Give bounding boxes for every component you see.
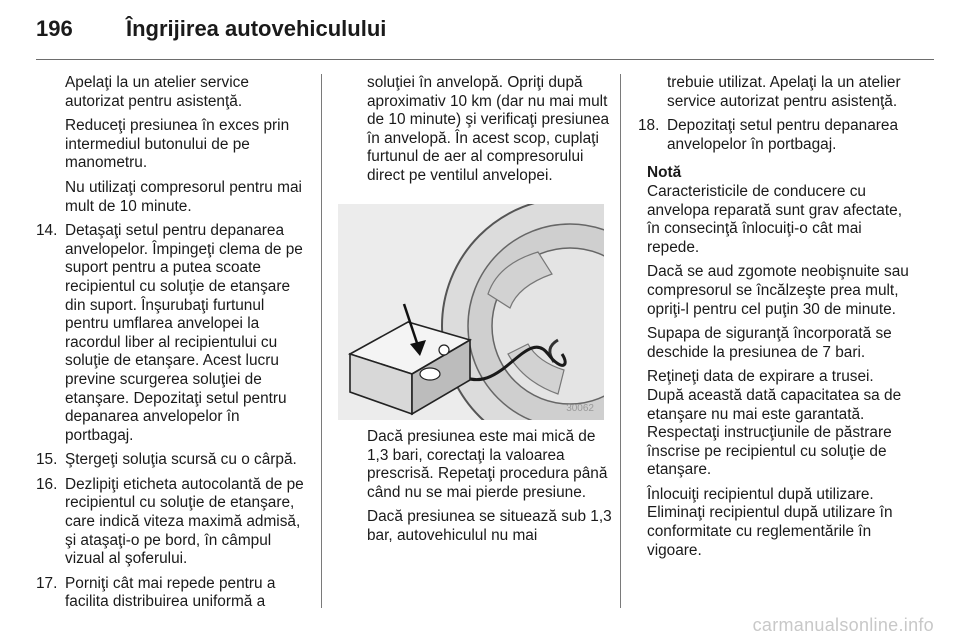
step-15 <box>36 451 308 470</box>
column-3 <box>638 74 910 566</box>
note-heading: Notă <box>647 164 682 182</box>
figure-code: 30062 <box>566 403 594 414</box>
step-number: 15. <box>36 451 58 469</box>
watermark: carmanualsonline.info <box>752 615 934 635</box>
paragraph: trebuie utilizat. Apelaţi la un atelier service autorizat pentru asistenţă. <box>667 74 901 110</box>
paragraph: Nu utilizaţi compresorul pentru mai mult de 10 minute. <box>65 178 302 215</box>
column-2 <box>338 74 612 192</box>
step-number: 16. <box>36 475 58 493</box>
note-paragraph: Înlocuiţi recipientul după utilizare. Eliminaţi recipientul după utilizare în conformitate cu reglementările în vigoare. <box>647 485 893 559</box>
note-paragraph: Reţineţi data de expirare a trusei. După această dată capacitatea sa de etanşare nu mai este garantată. Respectaţi instrucţiunile de păstrare înscrise pe recipientul cu soluţie de etanşare. <box>647 368 902 479</box>
paragraph: Dacă presiunea se situează sub 1,3 bar, autovehiculul nu mai <box>367 508 612 544</box>
step-text: Depozitaţi setul pentru depanarea anvelopelor în portbagaj. <box>667 117 899 153</box>
step-number: 18. <box>638 117 660 135</box>
pressure-gauge <box>420 368 440 380</box>
note-paragraph: Supapa de siguranţă încorporată se deschide la presiunea de 7 bari. <box>647 325 892 361</box>
step-14 <box>36 222 308 445</box>
step-18 <box>638 117 910 154</box>
note-paragraph: Caracteristicile de conducere cu anvelopa reparată sunt grav afectate, în consecinţă înlocuiţi-o cât mai repede. <box>647 182 902 256</box>
paragraph: soluţiei în anvelopă. Opriţi după aproximativ 10 km (dar nu mai mult de 10 minute) şi verificaţi presiunea în anvelopă. În acest scop, cuplaţi furtunul de aer al compresorului direct pe ventilul anvelopei. <box>367 74 610 184</box>
column-divider-1 <box>321 74 322 608</box>
step-text: Ştergeţi soluţia scursă cu o cârpă. <box>65 451 297 469</box>
paragraph: Reduceţi presiunea în exces prin intermediul butonului de pe manometru. <box>65 117 290 172</box>
column-1 <box>36 74 308 618</box>
step-17 <box>36 575 308 612</box>
step-number: 14. <box>36 222 58 240</box>
chapter-title: Îngrijirea autovehiculului <box>126 16 387 41</box>
page-number: 196 <box>36 16 73 41</box>
note-paragraph: Dacă se aud zgomote neobişnuite sau compresorul se încălzeşte prea mult, opriţi-l pentru cel puţin 30 de minute. <box>647 263 909 318</box>
compressor-tire-drawing <box>338 204 604 420</box>
compressor-illustration <box>338 204 604 420</box>
paragraph: Apelaţi la un atelier service autorizat pentru asistenţă. <box>65 74 249 110</box>
step-text: Porniţi cât mai repede pentru a facilita distribuirea uniformă a <box>65 574 276 611</box>
header-rule <box>36 59 934 60</box>
step-16 <box>36 476 308 569</box>
column-divider-2 <box>620 74 621 608</box>
step-text: Dezlipiţi eticheta autocolantă de pe recipientul cu soluţie de etanşare, care indică viteza maximă admisă, şi ataşaţi-o pe bord, în câmpul vizual al şoferului. <box>65 475 304 568</box>
note-block <box>638 164 910 560</box>
page-header <box>36 16 386 44</box>
compressor-button <box>439 345 449 355</box>
column-2-lower <box>338 428 612 552</box>
step-text: Detaşaţi setul pentru depanarea anvelopelor. Împingeţi clema de pe suport pentru a putea scoate recipientul cu soluţie de etanşare din suport. Înşurubaţi furtunul pentru umflarea anvelopei la racordul liber al recipientului cu soluţie de etanşare. Acest lucru previne scurgerea soluţiei de etanşare. Depozitaţi setul pentru depanarea anvelopelor în portbagaj. <box>65 222 303 444</box>
step-number: 17. <box>36 574 58 592</box>
paragraph: Dacă presiunea este mai mică de 1,3 bari, corectaţi la valoarea prescrisă. Repetaţi procedura până când nu se mai pierde presiune. <box>367 428 608 501</box>
